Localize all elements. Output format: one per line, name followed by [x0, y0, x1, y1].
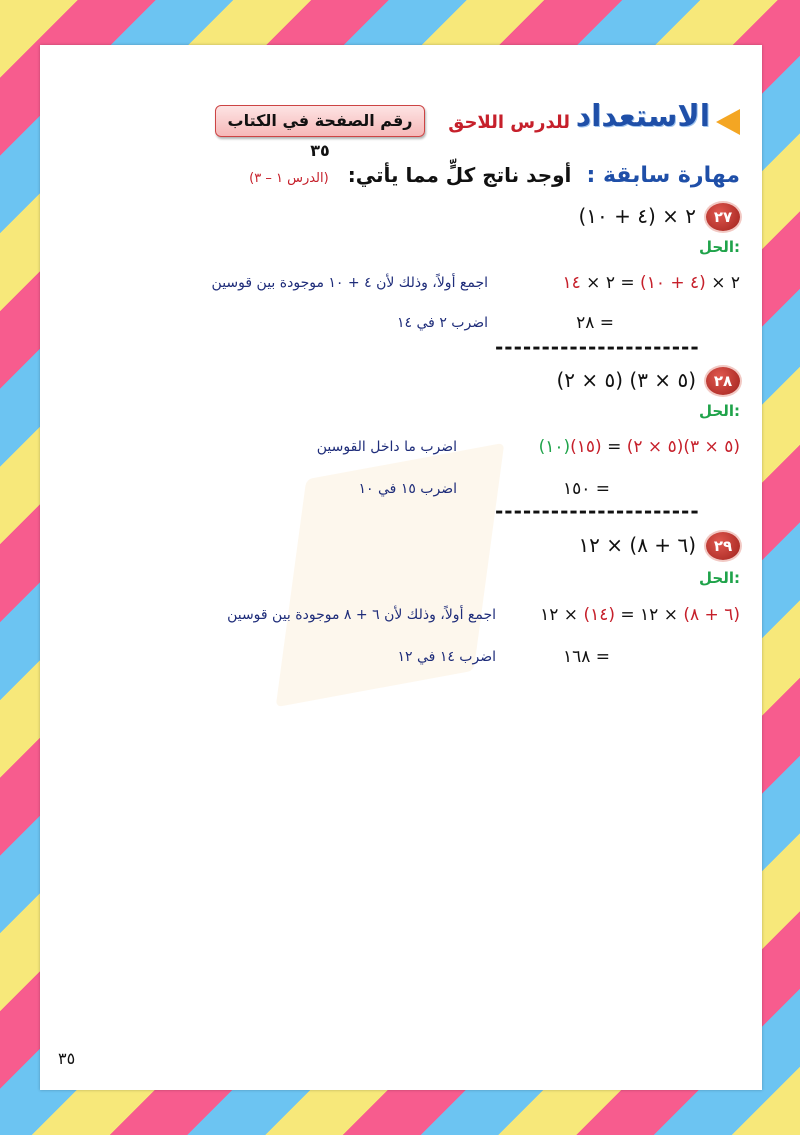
problem-29	[500, 532, 740, 562]
divider: ----------------------	[495, 335, 700, 359]
step-1-explanation: اجمع أولاً، وذلك لأن ٤ + ١٠ موجودة بين قوسين	[211, 275, 488, 291]
solution-label: الحل:	[699, 569, 740, 587]
step-2-explanation: اضرب ٢ في ١٤	[397, 315, 488, 331]
skill-label: مهارة سابقة :	[586, 163, 740, 188]
header-title: الاستعداد	[575, 99, 710, 134]
divider: ----------------------	[495, 499, 700, 523]
step-1-explanation: اجمع أولاً، وذلك لأن ٦ + ٨ موجودة بين قوسين	[227, 607, 496, 623]
problem-27	[500, 203, 740, 233]
step-1-explanation: اضرب ما داخل القوسين	[316, 439, 457, 455]
header-subtitle: للدرس اللاحق	[448, 112, 570, 133]
problem-number-badge: ٢٨	[706, 367, 740, 395]
skill-line	[240, 163, 740, 197]
problem-28	[500, 367, 740, 397]
problem-number-badge: ٢٩	[706, 532, 740, 560]
step-2-explanation: اضرب ١٤ في ١٢	[397, 649, 496, 665]
solution-label: الحل:	[699, 402, 740, 420]
problem-expression: (٥ × ٣) (٥ × ٢)	[556, 368, 696, 392]
problem-expression: (٦ + ٨) × ١٢	[578, 533, 696, 557]
problem-number-badge: ٢٧	[706, 203, 740, 231]
header	[200, 99, 740, 160]
solution-step-1: (٥ × ٣)(٥ × ٢) = (١٥)(١٠)	[538, 437, 740, 457]
solution-step-1: (٦ + ٨) × ١٢ = (١٤) × ١٢	[540, 605, 740, 625]
solution-label: الحل:	[699, 238, 740, 256]
solution-step-1: ٢ × (٤ + ١٠) = ٢ × ١٤	[562, 273, 740, 293]
solution-step-2: = ٢٨	[576, 313, 614, 333]
skill-instruction: أوجد ناتج كلٍّ مما يأتي:	[347, 163, 572, 187]
lesson-reference: (الدرس ١ – ٣)	[249, 171, 329, 186]
worksheet-page	[40, 45, 762, 1090]
solution-step-2: = ١٦٨	[562, 647, 610, 667]
arrow-icon	[716, 109, 740, 135]
page-number: ٣٥	[58, 1049, 76, 1068]
solution-step-2: = ١٥٠	[562, 479, 610, 499]
problem-expression: ٢ × (٤ + ١٠)	[578, 204, 696, 228]
page-reference-badge: رقم الصفحة في الكتاب ٣٥	[215, 105, 425, 137]
step-2-explanation: اضرب ١٥ في ١٠	[358, 481, 457, 497]
